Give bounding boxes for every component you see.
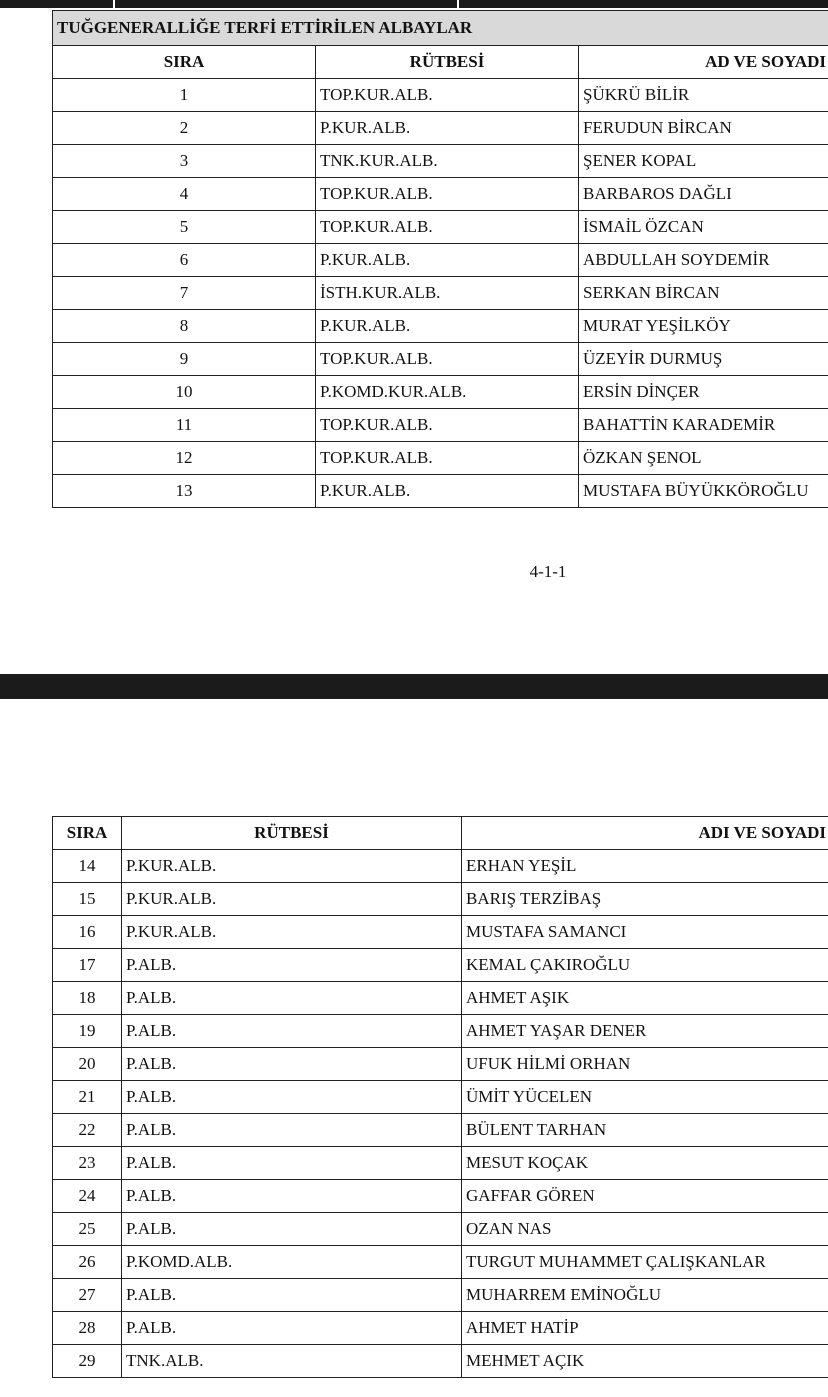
table-row <box>53 1147 828 1180</box>
page-number: 4-1-1 <box>529 562 567 581</box>
table-row <box>53 883 828 916</box>
table-row <box>53 376 828 409</box>
row-ad-soyad: KEMAL ÇAKIROĞLU <box>462 949 828 982</box>
table-row <box>53 442 828 475</box>
row-rutbe: İSTH.KUR.ALB. <box>316 277 579 310</box>
row-rutbe: P.KOMD.ALB. <box>122 1246 462 1279</box>
row-ad-soyad: ŞÜKRÜ BİLİR <box>579 79 828 112</box>
row-sira: 16 <box>53 916 122 949</box>
row-ad-soyad: AHMET HATİP <box>462 1312 828 1345</box>
table-row <box>53 178 828 211</box>
row-sira: 12 <box>53 442 316 475</box>
row-rutbe: P.KUR.ALB. <box>316 475 579 508</box>
table-row <box>53 1114 828 1147</box>
row-sira: 5 <box>53 211 316 244</box>
table-row <box>53 145 828 178</box>
header-sira: SIRA <box>53 46 316 79</box>
row-rutbe: P.KUR.ALB. <box>122 883 462 916</box>
row-sira: 28 <box>53 1312 122 1345</box>
row-sira: 2 <box>53 112 316 145</box>
row-sira: 10 <box>53 376 316 409</box>
row-rutbe: P.ALB. <box>122 1180 462 1213</box>
table-row <box>53 1048 828 1081</box>
row-rutbe: P.ALB. <box>122 1114 462 1147</box>
row-ad-soyad: MESUT KOÇAK <box>462 1147 828 1180</box>
row-rutbe: TOP.KUR.ALB. <box>316 442 579 475</box>
row-sira: 4 <box>53 178 316 211</box>
row-sira: 22 <box>53 1114 122 1147</box>
row-sira: 25 <box>53 1213 122 1246</box>
row-ad-soyad: SERKAN BİRCAN <box>579 277 828 310</box>
table-row <box>53 79 828 112</box>
row-rutbe: P.ALB. <box>122 1213 462 1246</box>
row-rutbe: TOP.KUR.ALB. <box>316 211 579 244</box>
table-title: TUĞGENERALLİĞE TERFİ ETTİRİLEN ALBAYLAR <box>53 11 828 46</box>
header-rutbe: RÜTBESİ <box>316 46 579 79</box>
row-sira: 8 <box>53 310 316 343</box>
table-title-row <box>53 11 828 46</box>
header-ad-soyad: AD VE SOYADI <box>579 46 828 79</box>
row-ad-soyad: GAFFAR GÖREN <box>462 1180 828 1213</box>
row-rutbe: P.ALB. <box>122 1312 462 1345</box>
row-ad-soyad: AHMET YAŞAR DENER <box>462 1015 828 1048</box>
row-ad-soyad: ERHAN YEŞİL <box>462 850 828 883</box>
row-ad-soyad: BAHATTİN KARADEMİR <box>579 409 828 442</box>
header-row <box>53 46 828 79</box>
row-sira: 26 <box>53 1246 122 1279</box>
row-ad-soyad: ÜMİT YÜCELEN <box>462 1081 828 1114</box>
table-row <box>53 982 828 1015</box>
table-row <box>53 112 828 145</box>
row-ad-soyad: MUSTAFA SAMANCI <box>462 916 828 949</box>
table-row <box>53 1246 828 1279</box>
row-ad-soyad: ÜZEYİR DURMUŞ <box>579 343 828 376</box>
row-sira: 13 <box>53 475 316 508</box>
row-rutbe: TOP.KUR.ALB. <box>316 409 579 442</box>
row-sira: 21 <box>53 1081 122 1114</box>
row-sira: 15 <box>53 883 122 916</box>
row-ad-soyad: MUSTAFA BÜYÜKKÖROĞLU <box>579 475 828 508</box>
row-rutbe: P.ALB. <box>122 1015 462 1048</box>
table-row <box>53 475 828 508</box>
row-rutbe: TOP.KUR.ALB. <box>316 178 579 211</box>
row-ad-soyad: AHMET AŞIK <box>462 982 828 1015</box>
row-sira: 1 <box>53 79 316 112</box>
table-row <box>53 343 828 376</box>
table-row <box>53 1312 828 1345</box>
row-rutbe: P.ALB. <box>122 982 462 1015</box>
header-sira: SIRA <box>53 817 122 850</box>
row-rutbe: P.ALB. <box>122 1048 462 1081</box>
row-rutbe: P.KOMD.KUR.ALB. <box>316 376 579 409</box>
column-divider-mark <box>113 0 115 8</box>
row-sira: 11 <box>53 409 316 442</box>
table-row <box>53 949 828 982</box>
row-rutbe: P.KUR.ALB. <box>316 310 579 343</box>
row-ad-soyad: MEHMET AÇIK <box>462 1345 828 1378</box>
row-rutbe: P.KUR.ALB. <box>316 112 579 145</box>
row-sira: 6 <box>53 244 316 277</box>
row-ad-soyad: UFUK HİLMİ ORHAN <box>462 1048 828 1081</box>
row-rutbe: P.ALB. <box>122 949 462 982</box>
row-ad-soyad: ÖZKAN ŞENOL <box>579 442 828 475</box>
row-ad-soyad: FERUDUN BİRCAN <box>579 112 828 145</box>
row-ad-soyad: MURAT YEŞİLKÖY <box>579 310 828 343</box>
row-ad-soyad: BARIŞ TERZİBAŞ <box>462 883 828 916</box>
row-sira: 20 <box>53 1048 122 1081</box>
row-rutbe: TOP.KUR.ALB. <box>316 79 579 112</box>
page-separator <box>0 674 828 699</box>
row-rutbe: P.ALB. <box>122 1147 462 1180</box>
row-rutbe: TNK.ALB. <box>122 1345 462 1378</box>
row-ad-soyad: ŞENER KOPAL <box>579 145 828 178</box>
row-rutbe: P.KUR.ALB. <box>122 850 462 883</box>
row-ad-soyad: TURGUT MUHAMMET ÇALIŞKANLAR <box>462 1246 828 1279</box>
table-row <box>53 1279 828 1312</box>
row-ad-soyad: OZAN NAS <box>462 1213 828 1246</box>
row-sira: 7 <box>53 277 316 310</box>
header-row <box>53 817 828 850</box>
table-row <box>53 310 828 343</box>
header-ad-soyad: ADI VE SOYADI <box>462 817 828 850</box>
row-rutbe: TOP.KUR.ALB. <box>316 343 579 376</box>
row-sira: 3 <box>53 145 316 178</box>
row-sira: 23 <box>53 1147 122 1180</box>
row-rutbe: TNK.KUR.ALB. <box>316 145 579 178</box>
row-sira: 19 <box>53 1015 122 1048</box>
header-rutbe: RÜTBESİ <box>122 817 462 850</box>
row-ad-soyad: BARBAROS DAĞLI <box>579 178 828 211</box>
row-ad-soyad: ABDULLAH SOYDEMİR <box>579 244 828 277</box>
promotion-table-page2 <box>52 816 828 1378</box>
top-page-border <box>0 0 828 8</box>
table-row <box>53 916 828 949</box>
row-rutbe: P.ALB. <box>122 1081 462 1114</box>
row-sira: 9 <box>53 343 316 376</box>
table-row <box>53 1345 828 1378</box>
row-rutbe: P.KUR.ALB. <box>122 916 462 949</box>
table-row <box>53 1015 828 1048</box>
row-ad-soyad: İSMAİL ÖZCAN <box>579 211 828 244</box>
row-ad-soyad: ERSİN DİNÇER <box>579 376 828 409</box>
table-row <box>53 1081 828 1114</box>
row-sira: 18 <box>53 982 122 1015</box>
promotion-table-page1 <box>52 10 828 508</box>
table-row <box>53 211 828 244</box>
row-sira: 24 <box>53 1180 122 1213</box>
column-divider-mark <box>457 0 459 8</box>
row-sira: 29 <box>53 1345 122 1378</box>
table-row <box>53 409 828 442</box>
table-row <box>53 244 828 277</box>
row-sira: 14 <box>53 850 122 883</box>
table-row <box>53 850 828 883</box>
row-sira: 17 <box>53 949 122 982</box>
table-row <box>53 1213 828 1246</box>
table-row <box>53 277 828 310</box>
row-sira: 27 <box>53 1279 122 1312</box>
table-row <box>53 1180 828 1213</box>
row-rutbe: P.KUR.ALB. <box>316 244 579 277</box>
row-ad-soyad: BÜLENT TARHAN <box>462 1114 828 1147</box>
row-rutbe: P.ALB. <box>122 1279 462 1312</box>
row-ad-soyad: MUHARREM EMİNOĞLU <box>462 1279 828 1312</box>
